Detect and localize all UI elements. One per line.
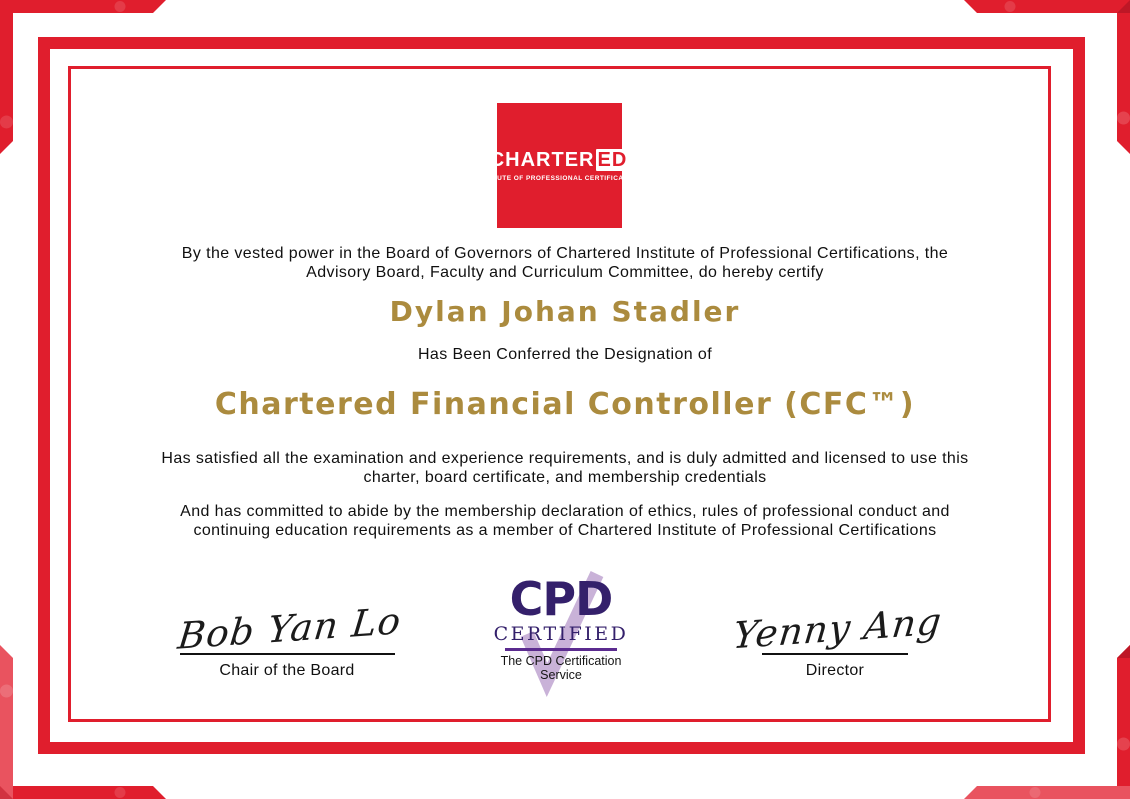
cpd-service-line-1: The CPD Certification <box>500 653 622 668</box>
cpd-rule <box>505 648 617 651</box>
signature-role-director: Director <box>805 662 865 679</box>
logo-wordmark <box>490 149 630 171</box>
requirements-text: Has satisfied all the examination and experience requirements, and is duly admitted and licensed to use this charter, board certificate, and membership credentials <box>161 450 969 486</box>
signature-script-director: Yenny Ang <box>730 599 945 658</box>
corner-ribbon-bottom-left <box>0 629 170 799</box>
institute-logo <box>473 103 646 228</box>
cpd-certified-logo <box>491 568 631 700</box>
signature-block-chair <box>147 573 427 680</box>
corner-ribbon-top-left <box>0 0 170 170</box>
intro-text: By the vested power in the Board of Governors of Chartered Institute of Professional Certifications, the Advisory Board, Faculty and Curriculum Committee, do hereby certify <box>181 245 949 281</box>
recipient-name: Dylan Johan Stadler <box>389 295 741 328</box>
signature-script-chair: Bob Yan Lo <box>175 599 404 658</box>
logo-tagline: INSTITUTE OF PROFESSIONAL CERTIFICATIONS <box>473 175 646 182</box>
signature-block-director <box>695 573 975 680</box>
cpd-service-line-2: Service <box>540 668 582 682</box>
signature-role-chair: Chair of the Board <box>219 662 355 679</box>
logo-ed-mark: ED <box>597 149 628 171</box>
cpd-certified-label: CERTIFIED <box>493 623 629 645</box>
commitment-text: And has committed to abide by the membership declaration of ethics, rules of professional conduct and continuing education requirements as a member of Chartered Institute of Professional Certifications <box>180 503 950 539</box>
corner-ribbon-bottom-right <box>960 629 1130 799</box>
corner-ribbon-top-right <box>960 0 1130 170</box>
cpd-acronym: CPD <box>509 572 613 626</box>
designation-title: Chartered Financial Controller (CFC™) <box>214 387 916 422</box>
conferral-text: Has Been Conferred the Designation of <box>417 346 713 363</box>
logo-wordmark-main: CHARTER <box>489 149 595 171</box>
